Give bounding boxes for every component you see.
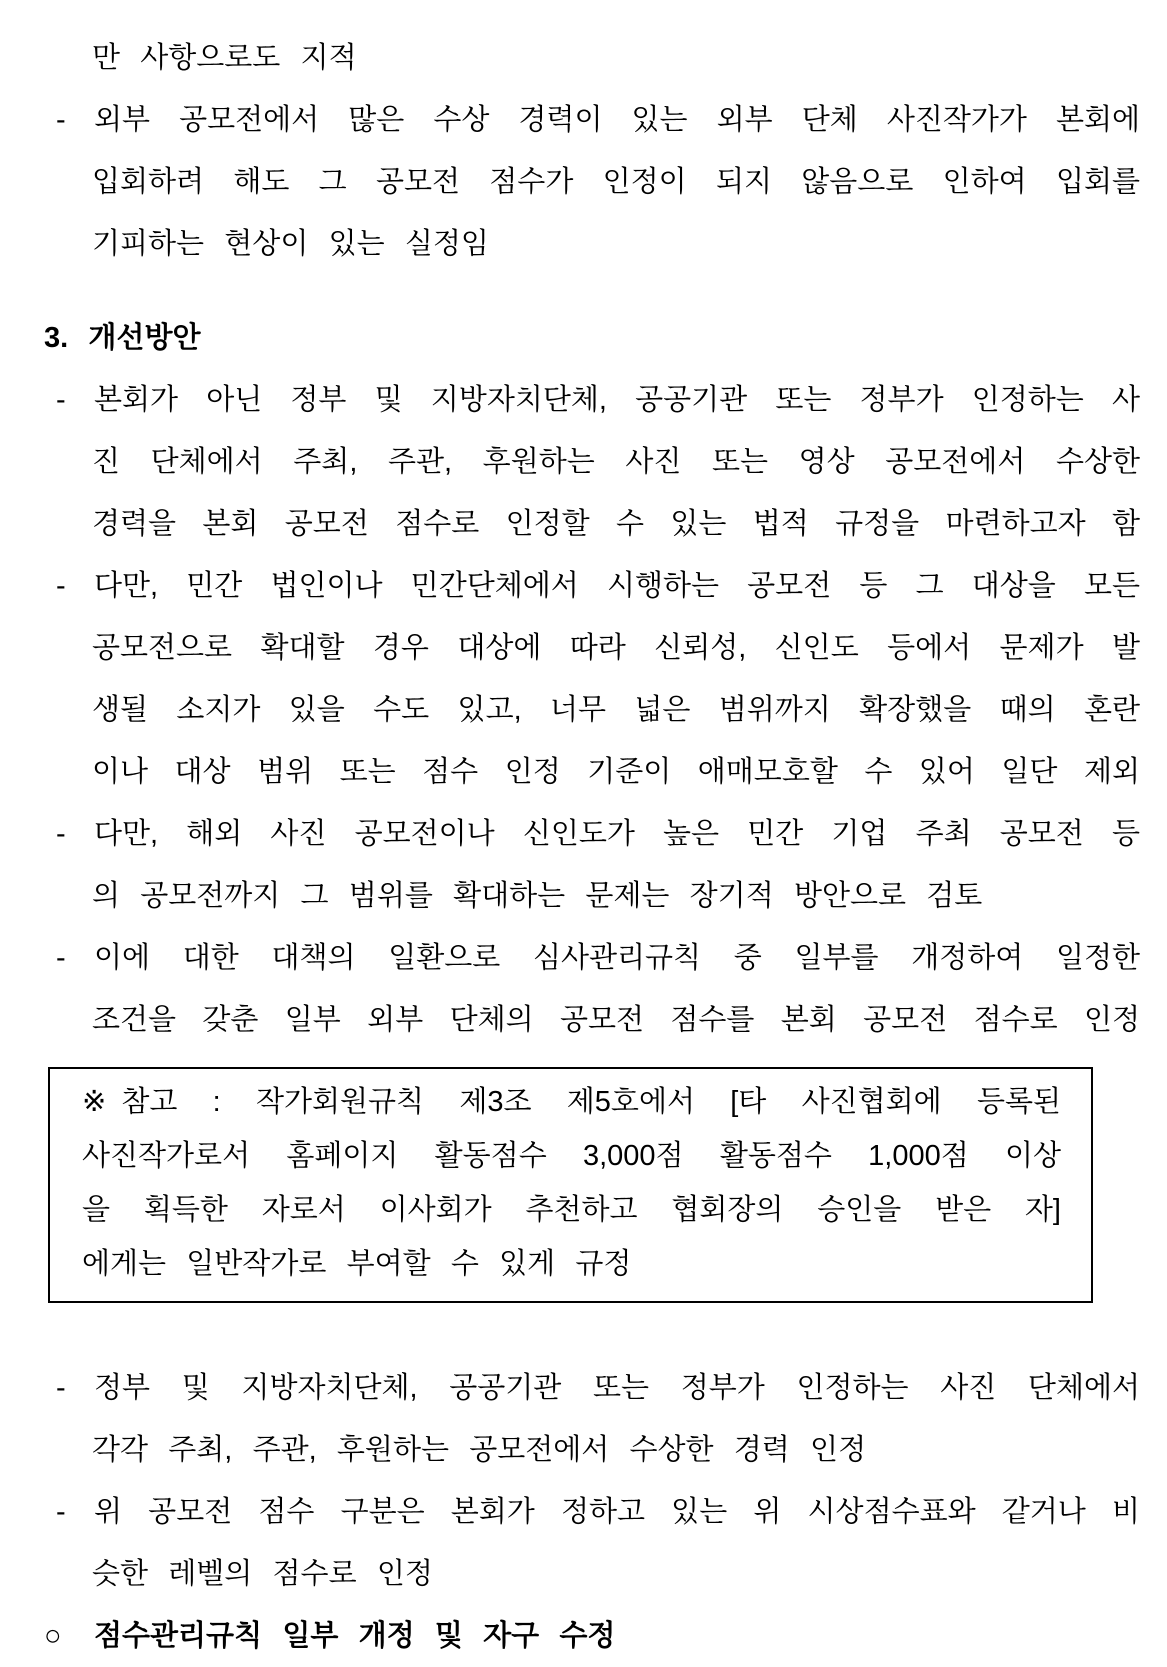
bullet-text: 정부 및 지방자치단체, 공공기관 또는 정부가 인정하는 사진 단체에서: [94, 1372, 1140, 1404]
dash-bullet: -: [56, 570, 66, 602]
text-line: 생될 소지가 있을 수도 있고, 너무 넓은 범위까지 확장했을 때의 혼란: [92, 694, 1140, 726]
text-line: 슷한 레벨의 점수로 인정: [92, 1558, 433, 1590]
dash-bullet: -: [56, 384, 66, 416]
bullet-text: 위 공모전 점수 구분은 본회가 정하고 있는 위 시상점수표와 같거나 비: [94, 1496, 1140, 1528]
final-item-text: 점수관리규칙 일부 개정 및 자구 수정: [94, 1620, 616, 1652]
bullet-text: 본회가 아닌 정부 및 지방자치단체, 공공기관 또는 정부가 인정하는 사: [94, 384, 1140, 416]
final-item: [0, 1605, 1140, 1667]
dash-bullet: -: [56, 818, 66, 850]
text-line: 이나 대상 범위 또는 점수 인정 기준이 애매모호할 수 있어 일단 제외: [92, 756, 1140, 788]
bullet-text: 다만, 민간 법인이나 민간단체에서 시행하는 공모전 등 그 대상을 모든: [94, 570, 1140, 602]
text-line: 진 단체에서 주최, 주관, 후원하는 사진 또는 영상 공모전에서 수상한: [92, 446, 1140, 478]
bullet-line: [0, 89, 1140, 151]
bullet-text: 이에 대한 대책의 일환으로 심사관리규칙 중 일부를 개정하여 일정한: [94, 942, 1140, 974]
dash-bullet: -: [56, 942, 66, 974]
note-line: 에게는 일반작가로 부여할 수 있게 규정: [82, 1248, 632, 1280]
text-line: 의 공모전까지 그 범위를 확대하는 문제는 장기적 방안으로 검토: [92, 880, 983, 912]
text-line: 각각 주최, 주관, 후원하는 공모전에서 수상한 경력 인정: [92, 1434, 867, 1466]
reference-note-box: [48, 1067, 1093, 1303]
dash-bullet: -: [56, 1496, 66, 1528]
note-line: ※참고 : 작가회원규칙 제3조 제5호에서 [타 사진협회에 등록된: [82, 1086, 1061, 1118]
bullet-line: [0, 927, 1140, 989]
bullet-line: [0, 1481, 1140, 1543]
bullet-line: [0, 803, 1140, 865]
text-line: 조건을 갖춘 일부 외부 단체의 공모전 점수를 본회 공모전 점수로 인정: [92, 1004, 1140, 1036]
section-heading: 3. 개선방안: [44, 322, 201, 354]
circle-bullet: ○: [44, 1620, 62, 1652]
text-line: 입회하려 해도 그 공모전 점수가 인정이 되지 않음으로 인하여 입회를: [92, 166, 1140, 198]
text-line: 공모전으로 확대할 경우 대상에 따라 신뢰성, 신인도 등에서 문제가 발: [92, 632, 1140, 664]
note-line: 을 획득한 자로서 이사회가 추천하고 협회장의 승인을 받은 자]: [82, 1194, 1061, 1226]
carryover-line: 만 사항으로도 지적: [92, 42, 357, 74]
bullet-line: [0, 369, 1140, 431]
note-line: 사진작가로서 홈페이지 활동점수 3,000점 활동점수 1,000점 이상: [82, 1140, 1061, 1172]
bullet-line: [0, 1357, 1140, 1419]
dash-bullet: -: [56, 1372, 66, 1404]
text-line: 기피하는 현상이 있는 실정임: [92, 228, 489, 260]
dash-bullet: -: [56, 104, 66, 136]
bullet-text: 외부 공모전에서 많은 수상 경력이 있는 외부 단체 사진작가가 본회에: [94, 104, 1140, 136]
text-line: 경력을 본회 공모전 점수로 인정할 수 있는 법적 규정을 마련하고자 함: [92, 508, 1140, 540]
bullet-text: 다만, 해외 사진 공모전이나 신인도가 높은 민간 기업 주최 공모전 등: [94, 818, 1140, 850]
bullet-line: [0, 555, 1140, 617]
